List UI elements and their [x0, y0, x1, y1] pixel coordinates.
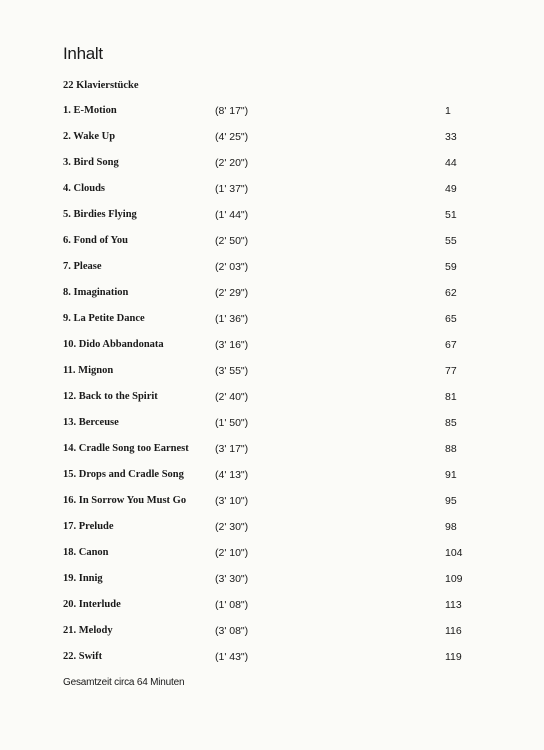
entry-title: 3. Bird Song: [63, 157, 119, 168]
entry-title: 13. Berceuse: [63, 417, 119, 428]
entry-page-number: 33: [445, 131, 457, 143]
entry-page-number: 88: [445, 443, 457, 455]
entry-page-number: 67: [445, 339, 457, 351]
entry-duration: (1' 44"): [215, 209, 249, 221]
entry-page-number: 85: [445, 417, 457, 429]
entry-title: 4. Clouds: [63, 183, 106, 194]
entry-duration: (8' 17"): [215, 105, 249, 117]
entry-duration: (3' 17"): [215, 443, 249, 455]
toc-entry-21: [0, 625, 544, 651]
entry-page-number: 113: [445, 599, 462, 611]
toc-entry-10: [0, 339, 544, 365]
toc-entry-2: [0, 131, 544, 157]
entry-title: 15. Drops and Cradle Song: [63, 469, 184, 480]
toc-entry-20: [0, 599, 544, 625]
entry-duration: (2' 03"): [215, 261, 249, 273]
entry-title: 5. Birdies Flying: [63, 209, 137, 220]
toc-entry-16: [0, 495, 544, 521]
entry-page-number: 59: [445, 261, 457, 273]
toc-entry-14: [0, 443, 544, 469]
entry-title: 6. Fond of You: [63, 235, 128, 246]
entry-page-number: 116: [445, 625, 462, 637]
toc-entry-3: [0, 157, 544, 183]
entry-duration: (1' 36"): [215, 313, 249, 325]
entry-duration: (4' 25"): [215, 131, 249, 143]
entry-page-number: 81: [445, 391, 457, 403]
entry-title: 7. Please: [63, 261, 102, 272]
toc-entry-9: [0, 313, 544, 339]
entry-duration: (2' 50"): [215, 235, 249, 247]
page-title: Inhalt: [63, 44, 103, 63]
entry-title: 2. Wake Up: [63, 131, 116, 142]
total-duration: Gesamtzeit circa 64 Minuten: [63, 677, 185, 688]
entry-page-number: 91: [445, 469, 457, 481]
entry-page-number: 77: [445, 365, 457, 377]
entry-page-number: 55: [445, 235, 457, 247]
entry-title: 1. E-Motion: [63, 105, 117, 116]
entry-duration: (1' 37"): [215, 183, 249, 195]
entry-duration: (4' 13"): [215, 469, 249, 481]
collection-subtitle: 22 Klavierstücke: [63, 80, 139, 91]
entry-title: 17. Prelude: [63, 521, 114, 532]
entry-duration: (2' 40"): [215, 391, 249, 403]
entry-duration: (3' 55"): [215, 365, 249, 377]
entry-page-number: 119: [445, 651, 462, 663]
entry-duration: (2' 29"): [215, 287, 249, 299]
entry-page-number: 1: [445, 105, 451, 117]
entry-page-number: 62: [445, 287, 457, 299]
entry-duration: (2' 10"): [215, 547, 249, 559]
entry-title: 11. Mignon: [63, 365, 114, 376]
entry-title: 8. Imagination: [63, 287, 129, 298]
entry-title: 21. Melody: [63, 625, 113, 636]
entry-page-number: 95: [445, 495, 457, 507]
toc-entry-12: [0, 391, 544, 417]
entry-page-number: 109: [445, 573, 463, 585]
entry-page-number: 49: [445, 183, 457, 195]
entry-title: 12. Back to the Spirit: [63, 391, 158, 402]
entry-page-number: 44: [445, 157, 457, 169]
toc-entry-17: [0, 521, 544, 547]
entry-duration: (2' 20"): [215, 157, 249, 169]
entry-title: 19. Innig: [63, 573, 103, 584]
entry-duration: (3' 10"): [215, 495, 249, 507]
entry-page-number: 65: [445, 313, 457, 325]
entry-title: 18. Canon: [63, 547, 109, 558]
table-of-contents: [0, 105, 544, 677]
toc-entry-11: [0, 365, 544, 391]
entry-duration: (1' 50"): [215, 417, 249, 429]
toc-entry-15: [0, 469, 544, 495]
toc-entry-1: [0, 105, 544, 131]
toc-entry-18: [0, 547, 544, 573]
entry-title: 10. Dido Abbandonata: [63, 339, 164, 350]
toc-entry-19: [0, 573, 544, 599]
toc-entry-7: [0, 261, 544, 287]
toc-entry-13: [0, 417, 544, 443]
entry-title: 14. Cradle Song too Earnest: [63, 443, 189, 454]
entry-page-number: 104: [445, 547, 463, 559]
toc-entry-22: [0, 651, 544, 677]
entry-page-number: 98: [445, 521, 457, 533]
toc-entry-8: [0, 287, 544, 313]
toc-entry-4: [0, 183, 544, 209]
entry-duration: (3' 16"): [215, 339, 249, 351]
toc-entry-5: [0, 209, 544, 235]
entry-duration: (2' 30"): [215, 521, 249, 533]
entry-title: 20. Interlude: [63, 599, 121, 610]
entry-title: 9. La Petite Dance: [63, 313, 145, 324]
entry-duration: (3' 08"): [215, 625, 249, 637]
entry-page-number: 51: [445, 209, 457, 221]
entry-title: 22. Swift: [63, 651, 103, 662]
entry-title: 16. In Sorrow You Must Go: [63, 495, 187, 506]
toc-entry-6: [0, 235, 544, 261]
entry-duration: (1' 43"): [215, 651, 249, 663]
entry-duration: (1' 08"): [215, 599, 249, 611]
entry-duration: (3' 30"): [215, 573, 249, 585]
